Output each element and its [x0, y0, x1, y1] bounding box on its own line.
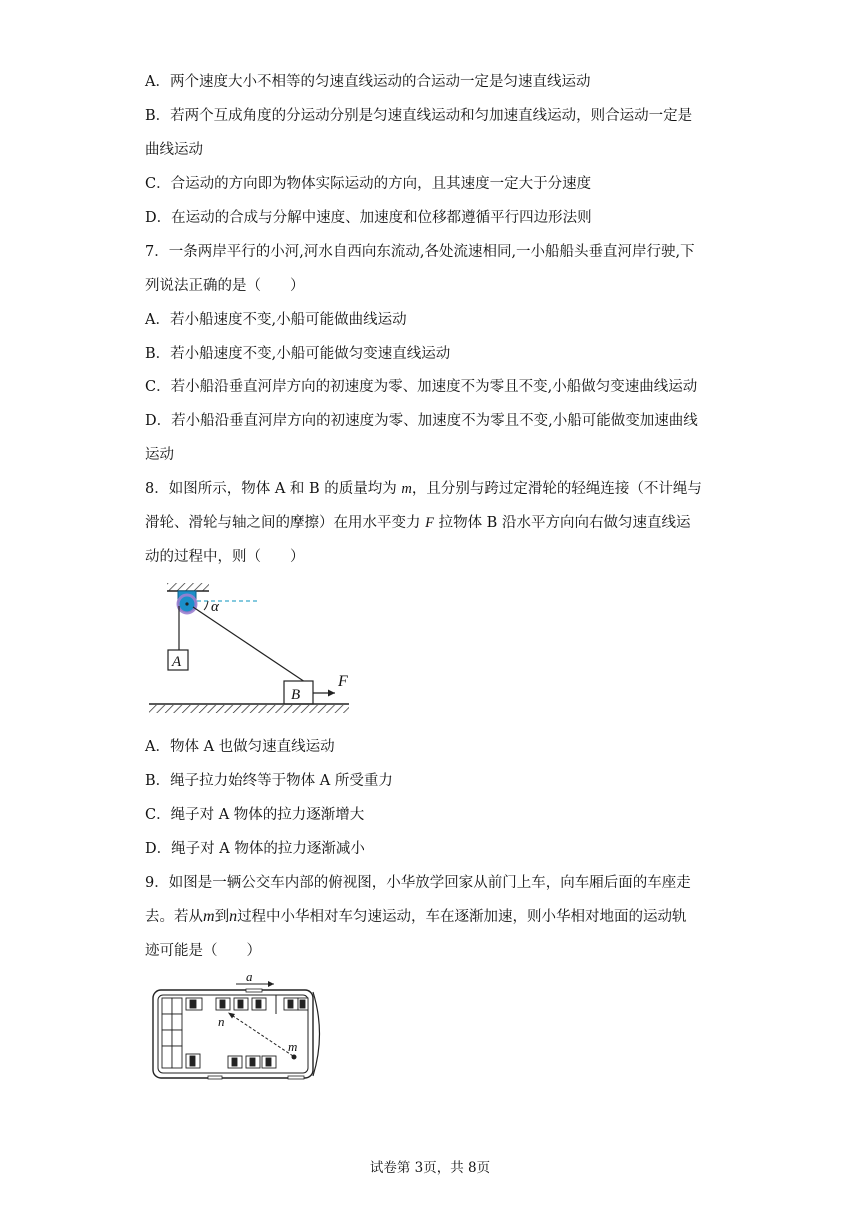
q7-stem-line1: 7．一条两岸平行的小河,河水自西向东流动,各处流速相同,一小船船头垂直河岸行驶,下	[145, 244, 695, 260]
q8-mass-symbol: m	[401, 481, 412, 497]
block-b-label: B	[291, 687, 301, 703]
pulley-figure	[145, 580, 355, 720]
rear-door-mark	[208, 1076, 222, 1079]
q9-stem-line2	[145, 907, 687, 927]
q8-stem-text: 滑轮、滑轮与轴之间的摩擦）在用水平变力	[145, 515, 426, 531]
q8-stem-text: 拉物体 B 沿水平方向向右做匀速直线运	[433, 515, 691, 531]
q8-stem-text: 8．如图所示，物体 A 和 B 的质量均为	[145, 481, 402, 497]
bus-front	[313, 992, 320, 1076]
door-mark	[246, 989, 262, 992]
point-m-label: m	[288, 1039, 298, 1054]
page-footer: 试卷第 3页，共 8页	[369, 1160, 491, 1176]
q6-option-b-line2: 曲线运动	[145, 142, 203, 158]
q8-force-symbol: F	[425, 515, 434, 531]
alpha-label: α	[211, 599, 219, 615]
q9-stem-text: 去。若从	[145, 909, 203, 925]
q7-option-d-line2: 运动	[145, 447, 174, 463]
q9-stem-text: 到	[214, 909, 230, 925]
q8-stem-text: ，且分别与跨过定滑轮的轻绳连接（不计绳与	[411, 481, 702, 497]
q6-option-b-line1: B．若两个互成角度的分运动分别是匀速直线运动和匀加速直线运动，则合运动一定是	[145, 108, 693, 124]
q7-option-d-line1: D．若小船沿垂直河岸方向的初速度为零、加速度不为零且不变,小船可能做变加速曲线	[145, 413, 698, 429]
q7-stem-line2: 列说法正确的是（ ）	[145, 278, 305, 294]
q9-stem-line1: 9．如图是一辆公交车内部的俯视图，小华放学回家从前门上车，向车厢后面的车座走	[145, 875, 691, 891]
point-n-label: n	[218, 1014, 225, 1029]
point-m	[292, 1055, 297, 1060]
q7-option-b: B．若小船速度不变,小船可能做匀变速直线运动	[145, 346, 451, 362]
q8-option-c: C．绳子对 A 物体的拉力逐渐增大	[145, 807, 365, 823]
q7-option-c: C．若小船沿垂直河岸方向的初速度为零、加速度不为零且不变,小船做匀变速曲线运动	[145, 379, 698, 395]
q9-stem-line3: 迹可能是（ ）	[145, 943, 261, 959]
q9-m-symbol: m	[203, 908, 215, 925]
angle-arc	[204, 601, 208, 610]
acceleration-label: a	[246, 969, 253, 984]
q8-stem-line3: 动的过程中，则（ ）	[145, 549, 305, 565]
q8-stem-line2	[145, 513, 690, 533]
rear-seats	[162, 998, 182, 1068]
q7-option-a: A．若小船速度不变,小船可能做曲线运动	[145, 312, 407, 328]
bottom-row-seats	[186, 1054, 276, 1068]
q6-option-d: D．在运动的合成与分解中速度、加速度和位移都遵循平行四边形法则	[145, 210, 592, 226]
block-a-label: A	[172, 654, 182, 670]
q8-stem-line1	[145, 479, 702, 499]
q9-n-symbol: n	[229, 908, 238, 925]
q6-option-c: C．合运动的方向即为物体实际运动的方向，且其速度一定大于分速度	[145, 176, 592, 192]
ground	[149, 704, 349, 713]
q8-option-a: A．物体 A 也做匀速直线运动	[145, 739, 335, 755]
ceiling	[167, 583, 209, 591]
q8-option-d: D．绳子对 A 物体的拉力逐渐减小	[145, 841, 365, 857]
rope-to-b	[193, 607, 305, 682]
q6-option-a: A．两个速度大小不相等的匀速直线运动的合运动一定是匀速直线运动	[145, 74, 591, 90]
force-label: F	[338, 673, 348, 690]
q9-stem-text: 过程中小华相对车匀速运动，车在逐渐加速，则小华相对地面的运动轨	[237, 909, 687, 925]
bus-figure	[148, 968, 333, 1086]
middle-door-mark	[288, 1076, 304, 1079]
q8-option-b: B．绳子拉力始终等于物体 A 所受重力	[145, 773, 393, 789]
